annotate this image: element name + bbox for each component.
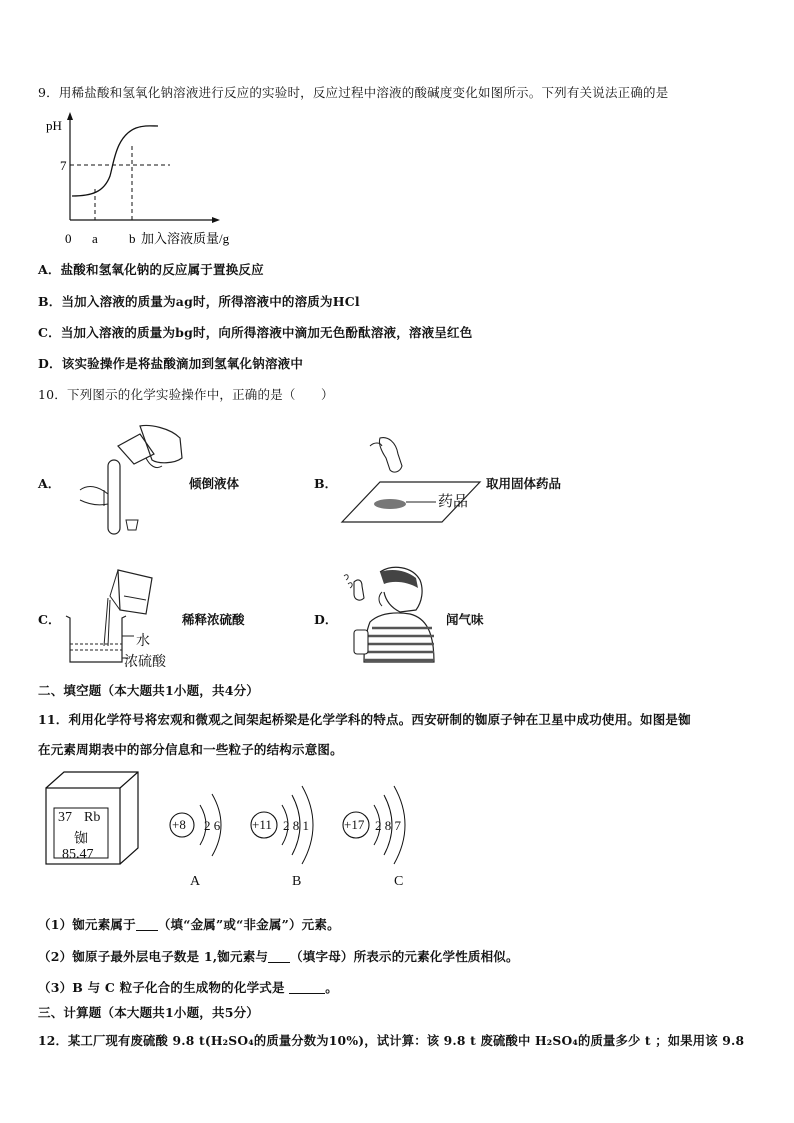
q11-sub3 [38,978,338,996]
q11-sub2-suffix: （填字母）所表示的元素化学性质相似。 [290,949,519,964]
q10-option-a-letter: A． [38,476,61,491]
section-3-heading: 三、计算题（本大题共1小题，共5分） [38,1005,259,1020]
q11-stem-line1: 11．利用化学符号将宏观和微观之间架起桥梁是化学学科的特点。西安研制的铷原子钟在卫星中成功使用。如图是铷 [38,712,691,727]
q9-option-b: B．当加入溶液的质量为ag时，所得溶液中的溶质为HCl [38,294,360,309]
q11-sub2-prefix: （2）铷原子最外层电子数是 1,铷元素与 [38,949,269,964]
particle-a-nucleus: +8 [172,817,186,832]
q11-sub1 [38,915,340,933]
atomic-number: 37 [58,810,72,825]
q11-sub1-suffix: （填“金属”或“非金属”）元素。 [157,917,340,932]
particle-c-shells: 2 8 7 [375,818,401,833]
origin-label: 0 [65,231,72,246]
smelling-figure [340,562,438,666]
q10-option-b-letter: B． [314,476,338,491]
element-name: 铷 [74,832,88,847]
conc-sulfuric-acid-label: 浓硫酸 [124,654,166,670]
ph-curve-graph [40,112,260,248]
particle-b-shells: 2 8 1 [283,818,309,833]
q11-sub1-blank[interactable] [136,918,158,931]
particle-c-label: C [394,874,404,889]
q10-option-a-caption: 倾倒液体 [189,476,240,491]
section-2-heading: 二、填空题（本大题共1小题，共4分） [38,683,259,698]
y-axis-label: pH [46,118,62,133]
q11-sub2-blank[interactable] [268,950,290,963]
q10-option-d-letter: D． [314,612,338,627]
x-tick-b: b [129,231,136,246]
solid-reagent-figure [340,432,485,527]
q11-sub2 [38,947,519,965]
q9-option-c: C．当加入溶液的质量为bg时，向所得溶液中滴加无色酚酞溶液，溶液呈红色 [38,325,473,340]
water-label: 水 [136,633,150,649]
x-axis-arrow [212,217,220,223]
particle-c-nucleus: +17 [344,817,365,832]
q9-option-a: A．盐酸和氢氧化钠的反应属于置换反应 [38,262,264,277]
x-axis-label: 加入溶液质量/g [141,231,230,246]
q10-option-c-caption: 稀释浓硫酸 [182,612,245,627]
q11-sub3-suffix: 。 [325,980,338,995]
q10-option-d-caption: 闻气味 [446,612,484,627]
q11-sub3-blank[interactable] [289,981,325,994]
pouring-liquid-figure [70,420,190,540]
q10-option-b-caption: 取用固体药品 [486,476,562,491]
particle-a-label: A [190,874,201,889]
q11-sub1-prefix: （1）铷元素属于 [38,917,136,932]
x-tick-a: a [92,231,98,246]
particle-b-nucleus: +11 [252,817,272,832]
ph7-tick-label: 7 [60,158,67,173]
particle-b-label: B [292,874,302,889]
q9-option-d: D．该实验操作是将盐酸滴加到氢氧化钠溶液中 [38,356,304,371]
q9-stem: 9．用稀盐酸和氢氧化钠溶液进行反应的实验时，反应过程中溶液的酸碱度变化如图所示。下列有关说法正确的是 [38,85,669,100]
particle-a-shells: 2 6 [204,818,221,833]
q10-stem: 10．下列图示的化学实验操作中，正确的是（ ） [38,387,334,402]
q12-text: 12．某工厂现有废硫酸 9.8 t(H₂SO₄的质量分数为10%)，试计算：该 9.8 t 废硫酸中 H₂SO₄的质量多少 t ；如果用该 9.8 [38,1033,745,1048]
element-symbol: Rb [84,810,101,825]
medicine-label: 药品 [438,492,469,510]
atomic-mass: 85.47 [62,847,94,862]
q11-stem-line2: 在元素周期表中的部分信息和一些粒子的结构示意图。 [38,742,343,757]
y-axis-arrow [67,112,73,120]
q10-option-c-letter: C． [38,612,61,627]
ph-curve [72,126,158,196]
q11-sub3-prefix: （3）B 与 C 粒子化合的生成物的化学式是 [38,980,285,995]
